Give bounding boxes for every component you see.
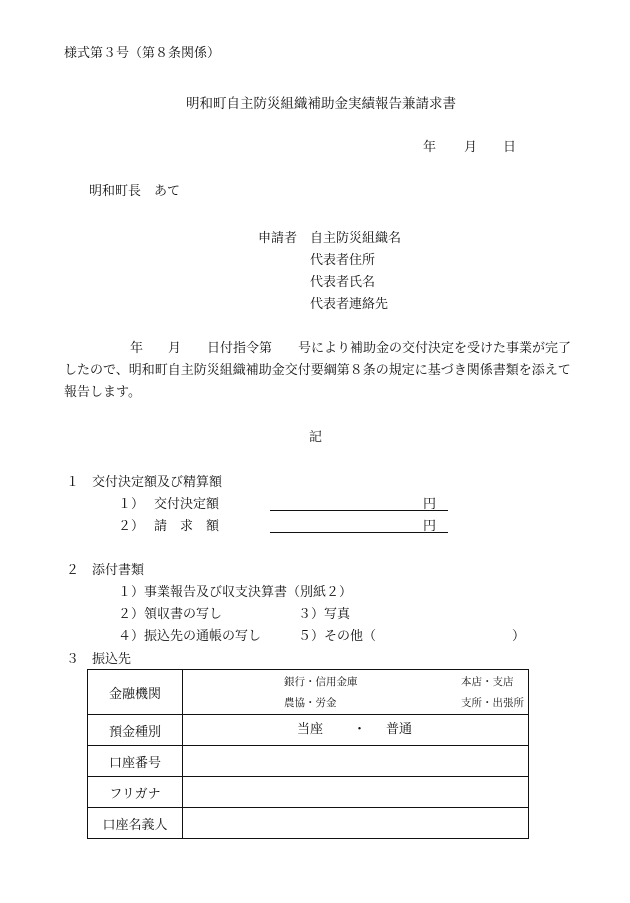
furigana-field[interactable] (183, 777, 529, 808)
applicant-address: 代表者住所 (310, 253, 376, 268)
body-day-directive: 日付指令第 (207, 341, 273, 356)
yen-unit-2: 円 (423, 519, 437, 534)
date-month: 月 (464, 140, 478, 155)
branch-type-2: 支所・出張所 (461, 697, 524, 709)
attachment-item-5-close: ） (512, 629, 526, 644)
document-title: 明和町自主防災組織補助金実績報告兼請求書 (186, 96, 456, 112)
bank-transfer-table (87, 669, 529, 839)
ki-heading: 記 (309, 430, 323, 445)
deposit-type-label: 預金種別 (88, 715, 183, 746)
bank-field[interactable] (183, 670, 529, 715)
deposit-separator: ・ (353, 722, 367, 737)
claim-amount-line (270, 532, 448, 533)
table-row (88, 746, 529, 777)
section3-heading: ３ 振込先 (66, 652, 132, 667)
body-line1: 号により補助金の交付決定を受けた事業が完了 (298, 341, 572, 356)
bank-type-2: 農協・労金 (284, 697, 337, 709)
section1-item2-label: 請 求 額 (154, 519, 220, 534)
body-line2: したので、明和町自主防災組織補助金交付要綱第８条の規定に基づき関係書類を添えて (64, 363, 571, 378)
addressee: 明和町長 あて (89, 184, 181, 199)
body-month: 月 (168, 341, 182, 356)
table-row (88, 808, 529, 839)
account-number-label: 口座番号 (88, 746, 183, 777)
section1-item1-label: 交付決定額 (154, 497, 220, 512)
section1-item2-no: ２） (118, 519, 145, 534)
yen-unit-1: 円 (423, 497, 437, 512)
applicant-contact: 代表者連絡先 (310, 297, 389, 312)
account-number-field[interactable] (183, 746, 529, 777)
attachment-item-2: ２）領収書の写し (118, 607, 223, 622)
applicant-label: 申請者 (258, 231, 298, 246)
table-row (88, 715, 529, 746)
date-day: 日 (503, 140, 517, 155)
date-year: 年 (423, 140, 437, 155)
body-year: 年 (130, 341, 144, 356)
account-holder-label: 口座名義人 (88, 808, 183, 839)
furigana-label: フリガナ (88, 777, 183, 808)
section1-heading: １ 交付決定額及び精算額 (66, 475, 223, 490)
deposit-option-ordinary: 普通 (386, 722, 413, 737)
body-line3: 報告します。 (64, 385, 141, 400)
attachment-item-4: ４）振込先の通帳の写し (118, 629, 262, 644)
deposit-option-current: 当座 (297, 722, 324, 737)
applicant-name: 代表者氏名 (310, 275, 376, 290)
table-row (88, 670, 529, 715)
decision-amount-line (270, 510, 448, 511)
section1-item1-no: １） (118, 497, 145, 512)
bank-type-1: 銀行・信用金庫 (284, 676, 358, 688)
bank-label: 金融機関 (88, 670, 183, 715)
attachment-item-1: １）事業報告及び収支決算書（別紙２） (118, 585, 353, 600)
form-number: 様式第３号（第８条関係） (64, 46, 221, 61)
table-row (88, 777, 529, 808)
applicant-org: 自主防災組織名 (310, 231, 402, 246)
account-holder-field[interactable] (183, 808, 529, 839)
branch-type-1: 本店・支店 (461, 676, 514, 688)
section2-heading: ２ 添付書類 (66, 563, 145, 578)
attachment-item-5: ５）その他（ (298, 629, 377, 644)
deposit-type-field[interactable] (183, 715, 529, 746)
attachment-item-3: ３）写真 (298, 607, 351, 622)
